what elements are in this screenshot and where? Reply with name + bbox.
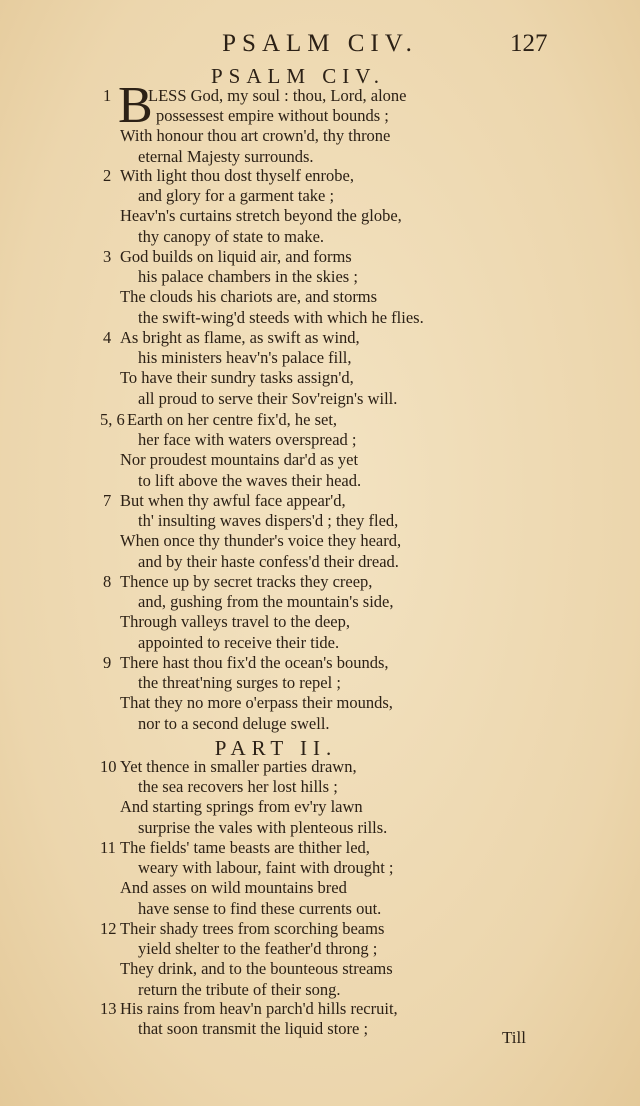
verse-number: 10 (100, 757, 117, 776)
verse-line: They drink, and to the bounteous streams (120, 959, 393, 979)
verse-number: 8 (103, 572, 112, 591)
verse-line: Their shady trees from scorching beams (120, 919, 385, 938)
verse-line: his ministers heav'n's palace fill, (138, 348, 352, 368)
verse-number: 12 (100, 919, 117, 938)
verse-line: Nor proudest mountains dar'd as yet (120, 450, 359, 470)
verse-line: When once thy thunder's voice they heard, (120, 531, 402, 551)
verse-line: to lift above the waves their head. (138, 470, 362, 490)
running-head: PSALM CIV. (222, 30, 418, 57)
verse-line: return the tribute of their song. (138, 979, 341, 999)
verse-line: The fields' tame beasts are thither led, (120, 838, 370, 857)
verse-line: The clouds his chariots are, and storms (120, 287, 378, 307)
verse-line: To have their sundry tasks assign'd, (120, 368, 354, 388)
verse-number: 1 (103, 86, 112, 105)
verse-line: the sea recovers her lost hills ; (138, 777, 338, 797)
verse-line: all proud to serve their Sov'reign's will. (138, 388, 398, 408)
verse-number: 13 (100, 999, 117, 1018)
verse-number: 5, 6 (100, 410, 125, 429)
verse-line: God builds on liquid air, and forms (120, 247, 352, 266)
verse-line: And asses on wild mountains bred (120, 878, 347, 898)
verse-line: the threat'ning surges to repel ; (138, 673, 341, 693)
verse-line: Earth on her centre fix'd, he set, (127, 410, 338, 429)
part-heading: PART II. (214, 736, 338, 760)
page-number: 127 (510, 30, 548, 57)
verse-line: that soon transmit the liquid store ; (138, 1019, 369, 1039)
verse-number: 7 (103, 491, 112, 510)
verse-line: Yet thence in smaller parties drawn, (120, 757, 357, 776)
verse-line: possessest empire without bounds ; (156, 106, 389, 126)
verse-line: But when thy awful face appear'd, (120, 491, 346, 510)
verse-line: weary with labour, faint with drought ; (138, 858, 394, 878)
verse-line: thy canopy of state to make. (138, 226, 325, 246)
verse-line: his palace chambers in the skies ; (138, 267, 358, 287)
verse-line: And starting springs from ev'ry lawn (120, 797, 363, 817)
verse-line: th' insulting waves dispers'd ; they fled, (138, 511, 399, 531)
catchword: Till (502, 1028, 526, 1047)
verse-line: As bright as flame, as swift as wind, (120, 328, 360, 347)
verse-line: Heav'n's curtains stretch beyond the globe, (120, 206, 402, 226)
verse-line: There hast thou fix'd the ocean's bounds, (120, 653, 389, 672)
verse-number: 11 (100, 838, 116, 857)
verse-line: With light thou dost thyself enrobe, (120, 166, 354, 185)
verse-number: 3 (103, 247, 112, 266)
verse-line: her face with waters overspread ; (138, 430, 357, 450)
verse-line: nor to a second deluge swell. (138, 713, 330, 733)
verse-line: Through valleys travel to the deep, (120, 612, 351, 632)
verse-line: Thence up by secret tracks they creep, (120, 572, 373, 591)
drop-cap: B (118, 77, 153, 134)
verse-line: yield shelter to the feather'd throng ; (138, 939, 378, 959)
verse-line: His rains from heav'n parch'd hills recruit, (120, 999, 398, 1018)
verse-number: 4 (103, 328, 112, 347)
psalm-title: PSALM CIV. (211, 64, 385, 88)
verse-line: have sense to find these currents out. (138, 898, 382, 918)
verse-line: appointed to receive their tide. (138, 632, 340, 652)
verse-line: and, gushing from the mountain's side, (138, 592, 394, 612)
verse-line: eternal Majesty surrounds. (138, 146, 314, 166)
verse-line: LESS God, my soul : thou, Lord, alone (148, 86, 407, 105)
verse-line: and glory for a garment take ; (138, 186, 335, 206)
verse-line: With honour thou art crown'd, thy throne (120, 126, 391, 146)
verse-line: surprise the vales with plenteous rills. (138, 817, 388, 837)
verse-number: 9 (103, 653, 112, 672)
verse-line: the swift-wing'd steeds with which he flies. (138, 307, 424, 327)
verse-line: and by their haste confess'd their dread. (138, 551, 399, 571)
verse-number: 2 (103, 166, 112, 185)
verse-line: That they no more o'erpass their mounds, (120, 693, 393, 713)
